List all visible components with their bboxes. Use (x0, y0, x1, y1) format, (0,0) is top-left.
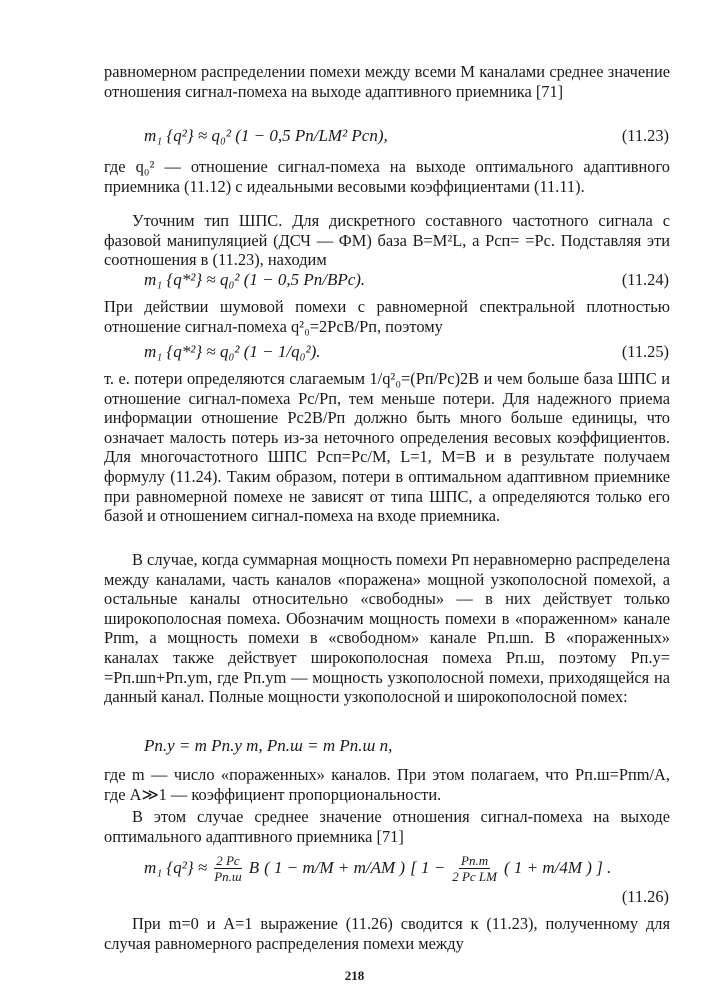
equation-total-powers: Pп.у = m Pп.у m, Pп.ш = m Pп.ш n, (144, 736, 393, 755)
equation-number-11-25: (11.25) (621, 342, 669, 361)
paragraph-affected-channels: где m — число «пораженных» каналов. При этом полагаем, что Pп.ш=Pпm/A, где A≫1 — коэффициент пропорциональности. (104, 765, 670, 804)
fraction-denominator: 2 Pс LM (452, 868, 497, 884)
equation-11-24: m₁ {q*²} ≈ q₀² (1 − 0,5 Pп/BPс). (144, 270, 366, 289)
equation-number-11-26: (11.26) (621, 887, 669, 906)
fraction-denominator: Pп.ш (214, 868, 242, 884)
equation-number-11-23: (11.23) (621, 126, 669, 145)
paragraph-shps-type: Уточним тип ШПС. Для дискретного составного частотного сигнала с фазовой манипуляцией (ДСЧ — ФМ) база B=M²L, а Pсп= =Pс. Подставляя эти соотношения в (11.23), находим (104, 211, 670, 270)
paragraph-losses: т. е. потери определяются слагаемым 1/q²₀=(Pп/Pс)2B и чем больше база ШПС и отношение сигнал-помеха Pс/Pп, тем меньше потери. Для надежного приема информации отношение Pс2B/Pп должно быть много больше единицы, что означает малость потерь из-за неточного определения весовых коэффициентов. Для многочастотного ШПС Pсп=Pс/M, L=1, M=B и в результате получаем формулу (11.24). Таким образом, потери в оптимальном адаптивном приемнике при равномерной помехе не зависят от типа ШПС, а определяются только его базой и отношением сигнал-помеха на входе приемника. (104, 369, 670, 526)
paragraph-noise-jamming: При действии шумовой помехи с равномерной спектральной плотностью отношение сигнал-помеха q²₀=2PсB/Pп, поэтому (104, 297, 670, 336)
paragraph-special-case: При m=0 и A=1 выражение (11.26) сводится к (11.23), полученному для случая равномерного распределения помехи между (104, 914, 670, 953)
equation-11-23: m₁ {q²} ≈ q₀² (1 − 0,5 Pп/LM² Pсп), (144, 126, 388, 145)
equation-11-26 (144, 846, 611, 890)
equation-lhs: m₁ {q²} ≈ (144, 858, 208, 877)
equation-11-25: m₁ {q*²} ≈ q₀² (1 − 1/q₀²). (144, 342, 321, 361)
paragraph-continuation: равномерном распределении помехи между всеми M каналами среднее значение отношения сигнал-помеха на выходе адаптивного приемника [71] (104, 62, 670, 101)
second-factor-end: ( 1 + m/4M ) ] . (503, 858, 612, 877)
fraction-numerator: 2 Pс (216, 852, 240, 868)
base-symbol: B (248, 858, 260, 877)
paragraph-mean-snr: В этом случае среднее значение отношения сигнал-помеха на выходе оптимального адаптивного приемника [71] (104, 807, 670, 846)
equation-number-11-24: (11.24) (621, 270, 669, 289)
paragraph-q0-definition: где q₀² — отношение сигнал-помеха на выходе оптимального адаптивного приемника (11.12) с идеальными весовыми коэффициентами (11.11). (104, 157, 670, 196)
fraction-signal-to-wideband (212, 853, 244, 884)
paragraph-nonuniform: В случае, когда суммарная мощность помехи Pп неравномерно распределена между каналами, часть каналов «поражена» мощной узкополосной помехой, а остальные каналы относительно «свободны» — в них действует только широкополосная помеха. Обозначим мощность помехи в «пораженном» канале Pпm, а мощность помехи в «свободном» канале Pп.шn. В «пораженных» каналах также действует широкополосная помеха Pп.ш, поэтому Pп.у= =Pп.шn+Pп.уm, где Pп.уm — мощность узкополосной помехи, приходящейся на данный канал. Полные мощности узкополосной и широкополосной помех: (104, 550, 670, 707)
page-number: 218 (344, 968, 365, 983)
second-factor-start: [ 1 − (410, 858, 446, 877)
first-factor: ( 1 − m/M + m/AM ) (264, 858, 406, 877)
fraction-numerator: Pп.m (461, 852, 489, 868)
fraction-narrowband (450, 853, 499, 884)
